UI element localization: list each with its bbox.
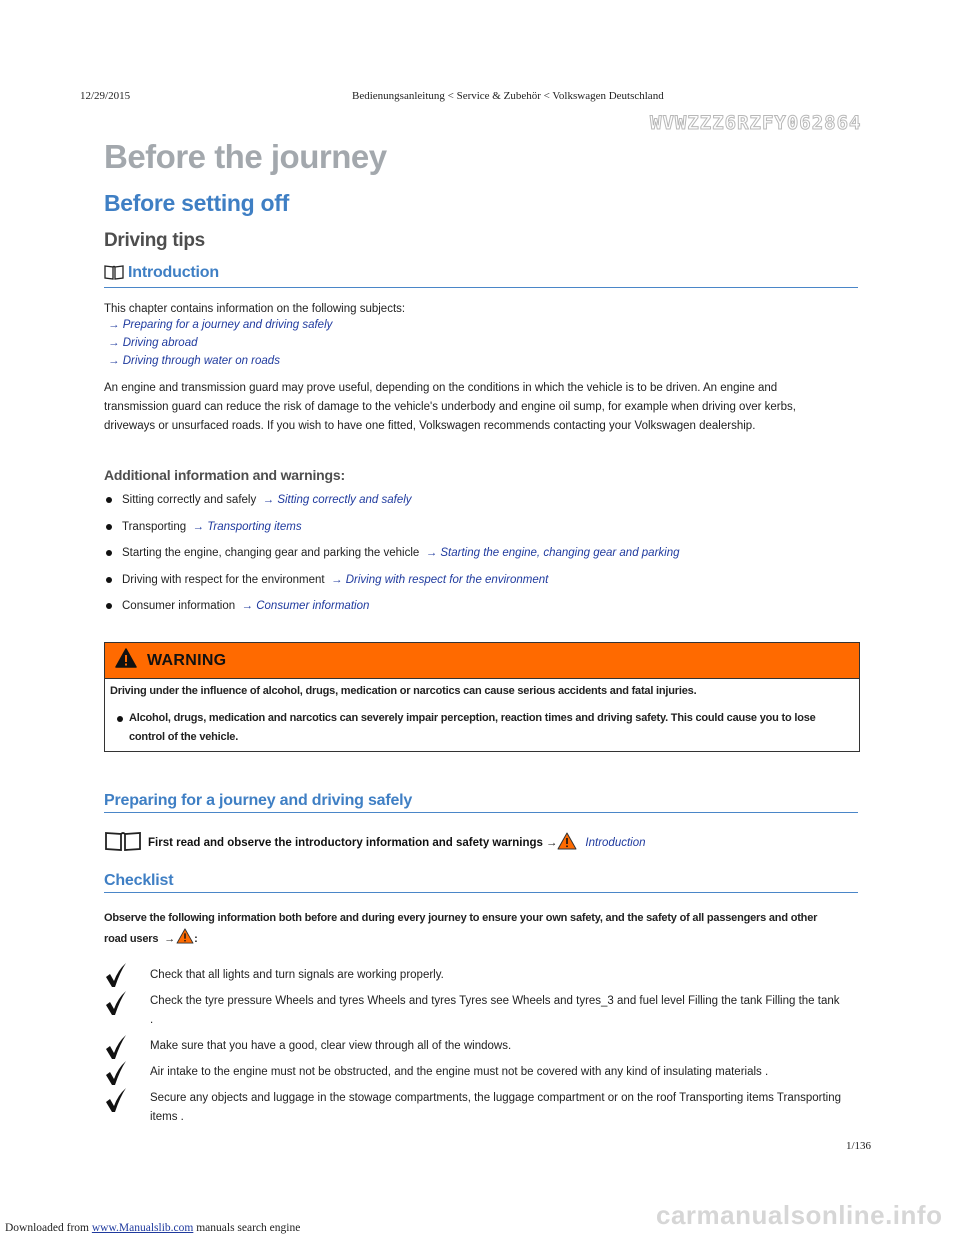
checkmark-icon	[104, 1034, 128, 1060]
warning-triangle-icon	[115, 648, 137, 673]
link-preparing-journey[interactable]: → Preparing for a journey and driving safely	[108, 319, 333, 331]
list-item-text: Sitting correctly and safely	[122, 494, 257, 506]
intro-paragraph-line: driveways or unsurfaced roads. If you wish to have one fitted, Volkswagen recommends contacting your Volkswagen dealership.	[104, 420, 756, 432]
footer-prefix: Downloaded from	[5, 1222, 92, 1234]
list-item	[104, 517, 844, 544]
link-environment[interactable]: → Driving with respect for the environment	[331, 573, 549, 586]
arrow-icon: →	[164, 933, 176, 945]
checklist-item-line: .	[150, 1014, 154, 1026]
warning-item	[129, 709, 839, 747]
link-driving-abroad[interactable]: → Driving abroad	[108, 337, 198, 349]
checklist-item-line: Secure any objects and luggage in the stowage compartments, the luggage compartment or on the roof Transporting items Transporting	[150, 1092, 842, 1104]
checklist-item-text: Make sure that you have a good, clear view through all of the windows.	[150, 1040, 512, 1052]
list-item	[104, 490, 844, 517]
first-read-note	[104, 830, 646, 855]
list-item	[104, 570, 844, 597]
warning-lead: Driving under the influence of alcohol, drugs, medication or narcotics can cause serious accidents and fatal injuries.	[110, 685, 697, 697]
book-icon	[104, 264, 124, 285]
introduction-heading	[104, 264, 858, 288]
preparing-heading: Preparing for a journey and driving safely	[104, 792, 858, 813]
checkmark-icon	[104, 1060, 128, 1086]
warning-header	[105, 643, 859, 679]
list-item	[104, 596, 844, 623]
warning-item-line: Alcohol, drugs, medication and narcotics can severely impair perception, reaction times and driving safety. This could cause you to lose	[129, 712, 816, 724]
header-date: 12/29/2015	[80, 90, 131, 102]
link-sitting-correctly[interactable]: → Sitting correctly and safely	[262, 494, 412, 506]
first-read-text: First read and observe the introductory information and safety warnings	[148, 836, 543, 849]
checklist-instruction-line: Observe the following information both before and during every journey to ensure your own safety, and the safety of all passengers and other	[104, 912, 818, 924]
checklist-item-line: items .	[150, 1111, 184, 1123]
list-item	[104, 543, 844, 570]
list-item-text: Driving with respect for the environment	[122, 573, 325, 586]
list-item-text: Transporting	[122, 520, 187, 533]
checklist-instruction-line	[104, 928, 844, 951]
intro-paragraph	[104, 379, 796, 436]
intro-paragraph-line: An engine and transmission guard may prove useful, depending on the conditions in which the vehicle is to be driven. An engine and	[104, 382, 778, 394]
warning-triangle-icon	[176, 928, 194, 951]
book-icon	[104, 830, 142, 855]
chapter-title: Before the journey	[104, 138, 387, 175]
vin-watermark: WVWZZZ6RZFY062864	[650, 112, 862, 134]
warning-title: WARNING	[147, 651, 227, 669]
link-introduction[interactable]: Introduction	[585, 836, 646, 849]
additional-info-list	[104, 490, 844, 623]
checklist-heading: Checklist	[104, 872, 858, 893]
checklist-item-line: Check the tyre pressure Wheels and tyres Wheels and tyres Tyres see Wheels and tyres_3 and fuel level Filling the tank Filling the tank	[150, 995, 840, 1007]
warning-item-line: control of the vehicle.	[129, 731, 239, 743]
link-consumer-information[interactable]: → Consumer information	[241, 600, 370, 612]
intro-paragraph-line: transmission guard can reduce the risk of damage to the vehicle's underbody and engine oil sump, for example when driving over kerbs,	[104, 401, 796, 413]
checklist-instruction-colon: :	[194, 933, 198, 945]
list-item-text: Consumer information	[122, 600, 236, 612]
manualslib-link[interactable]: www.Manualslib.com	[91, 1222, 194, 1234]
warning-box	[104, 642, 860, 752]
checklist-item-text	[150, 992, 860, 1030]
intro-lead: This chapter contains information on the following subjects:	[104, 303, 406, 315]
site-watermark: carmanualsonline.info	[656, 1200, 943, 1230]
checkmark-icon	[104, 962, 128, 988]
checkmark-icon	[104, 1087, 128, 1113]
download-footer	[5, 1222, 300, 1234]
footer-suffix: manuals search engine	[193, 1222, 301, 1234]
list-item-text: Starting the engine, changing gear and parking the vehicle	[122, 547, 420, 559]
header-title: Bedienungsanleitung < Service & Zubehör < Volkswagen Deutschland	[352, 90, 664, 102]
checklist-item-text: Air intake to the engine must not be obstructed, and the engine must not be covered with any kind of insulating materials .	[150, 1066, 769, 1078]
checklist-instruction	[104, 909, 844, 951]
link-driving-through-water[interactable]: → Driving through water on roads	[108, 355, 280, 367]
section-title: Before setting off	[104, 190, 289, 216]
link-starting-engine[interactable]: → Starting the engine, changing gear and parking	[425, 547, 680, 559]
page-number: 1/136	[846, 1140, 872, 1152]
checklist-item-text	[150, 1089, 860, 1127]
checklist-item-text: Check that all lights and turn signals are working properly.	[150, 969, 444, 981]
link-transporting-items[interactable]: → Transporting items	[192, 520, 302, 533]
additional-info-heading: Additional information and warnings:	[104, 467, 345, 483]
warning-triangle-icon	[557, 832, 577, 853]
introduction-title: Introduction	[128, 264, 219, 281]
checkmark-icon	[104, 990, 128, 1016]
subsection-title: Driving tips	[104, 230, 205, 251]
checklist-instruction-text: road users	[104, 933, 159, 945]
arrow-icon: →	[545, 836, 558, 849]
